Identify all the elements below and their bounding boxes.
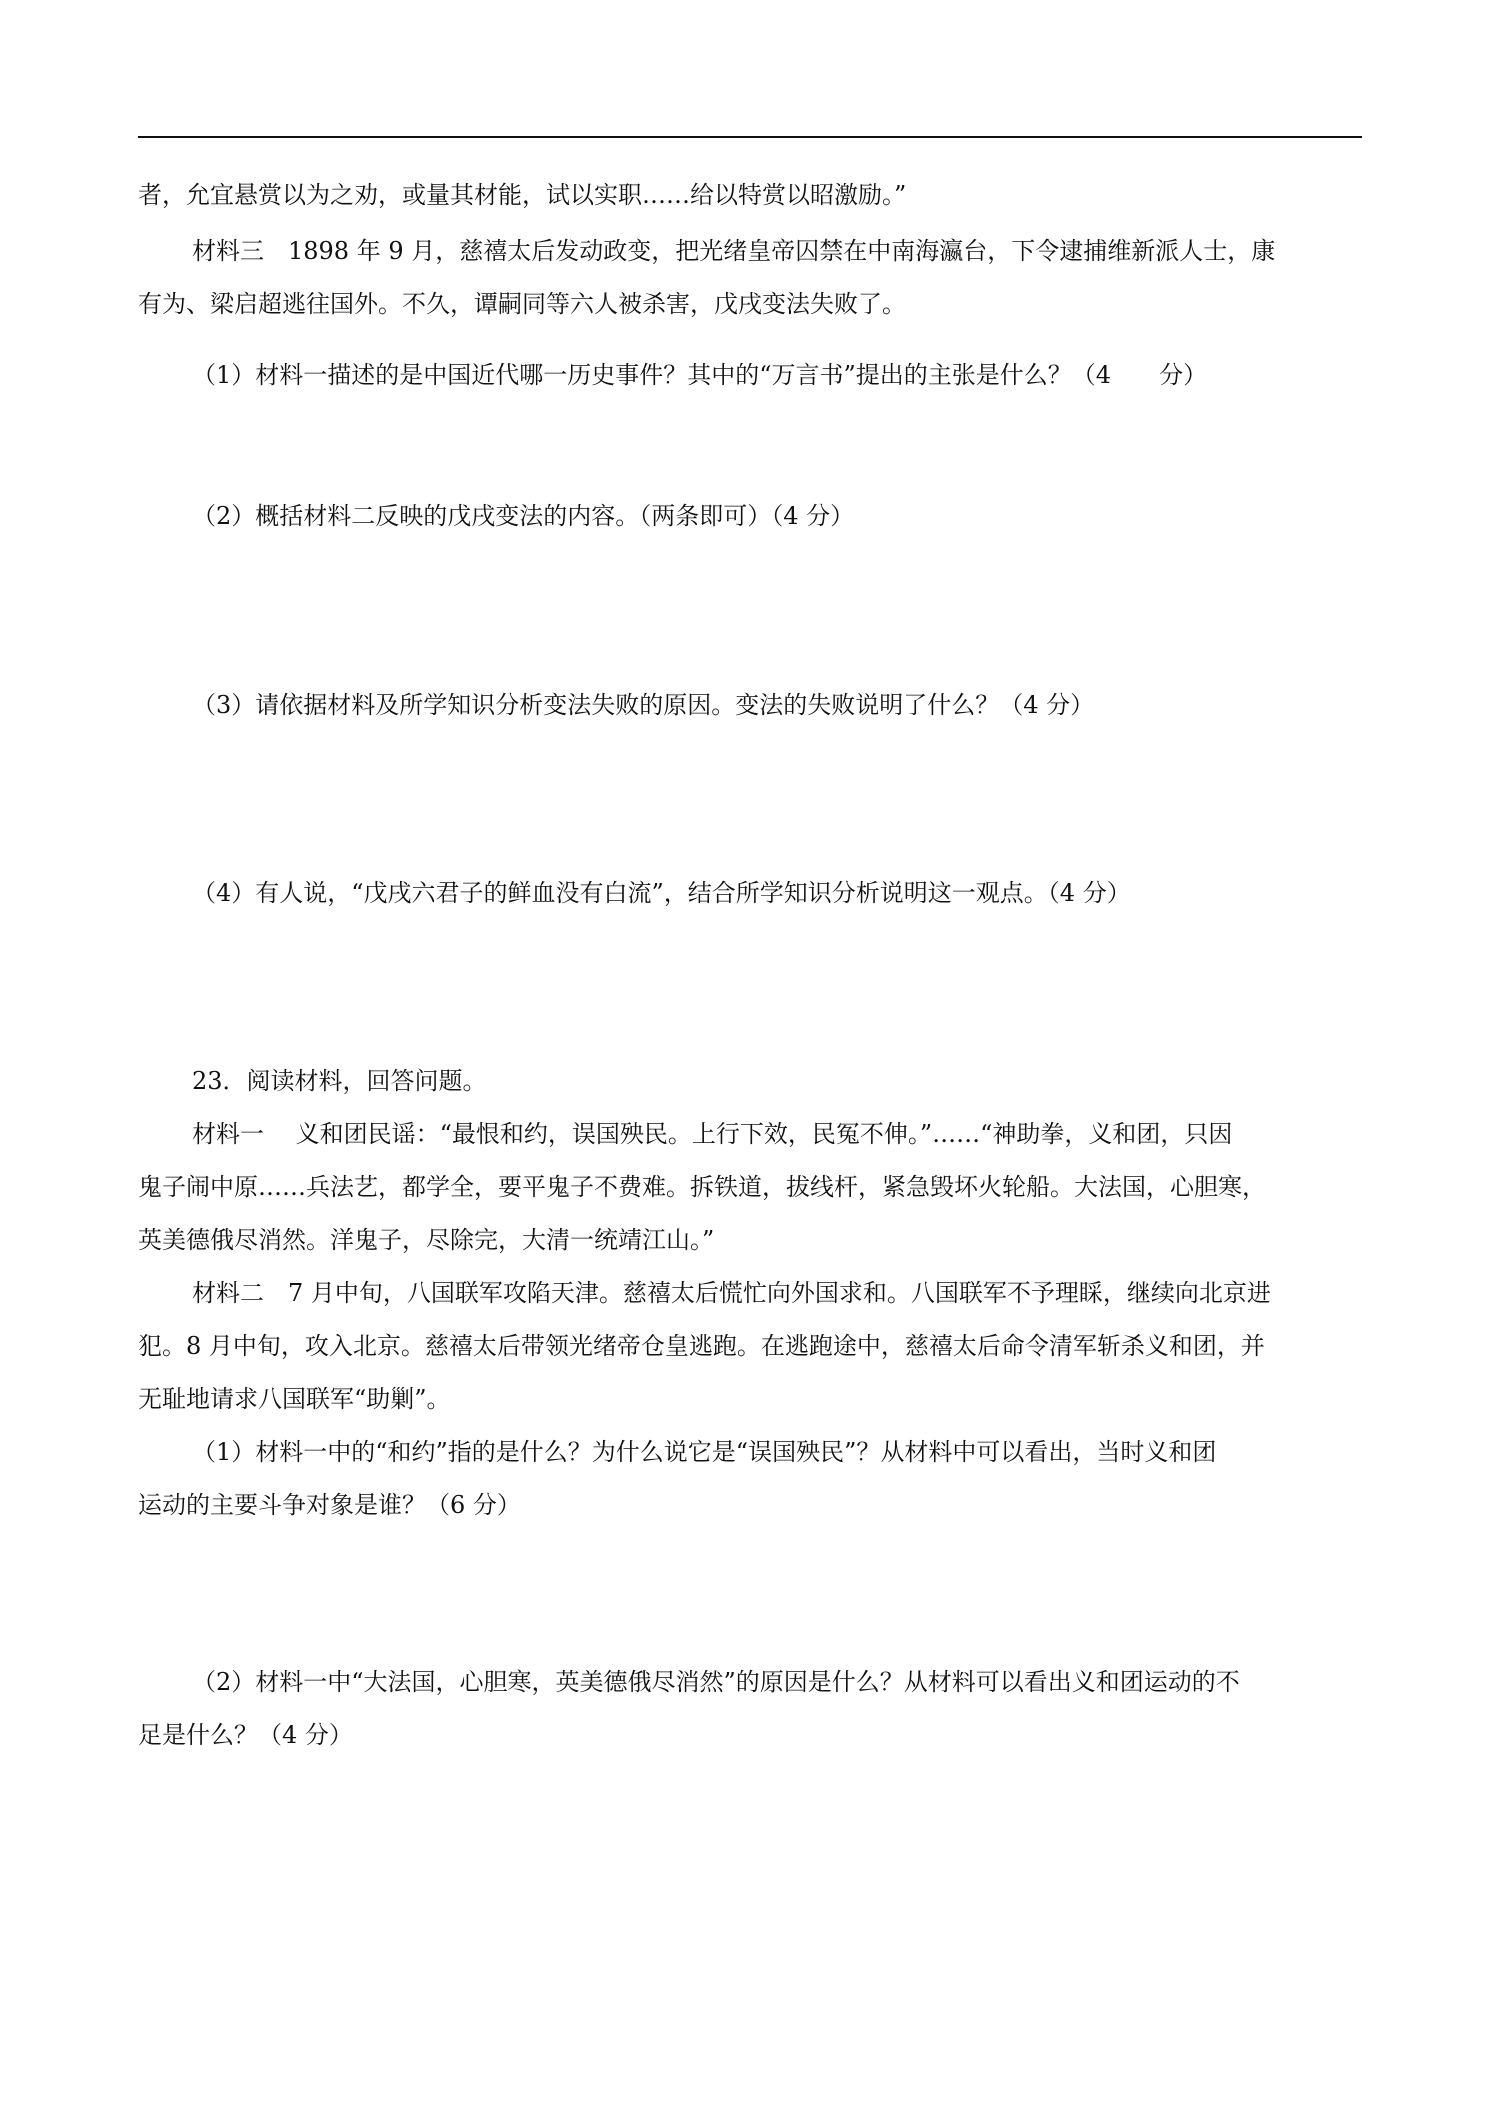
q22-sub-question-1: （1）材料一描述的是中国近代哪一历史事件？其中的“万言书”提出的主张是什么？（4 分） xyxy=(192,361,1208,389)
q23-material-2-line-2: 犯。8 月中旬，攻入北京。慈禧太后带领光绪帝仓皇逃跑。在逃跑途中，慈禧太后命令清军斩杀义和团，并 xyxy=(138,1332,1265,1360)
q23-sub-question-1-line-2: 运动的主要斗争对象是谁？（6 分） xyxy=(138,1491,521,1519)
q22-sub-question-3: （3）请依据材料及所学知识分析变法失败的原因。变法的失败说明了什么？（4 分） xyxy=(192,691,1095,719)
material-2-continuation: 者，允宜悬赏以为之劝，或量其材能，试以实职……给以特赏以昭激励。” xyxy=(138,181,907,209)
q23-material-2-line-3: 无耻地请求八国联军“助剿”。 xyxy=(138,1385,451,1413)
q23-material-1-line-2: 鬼子闹中原……兵法艺，都学全，要平鬼子不费难。拆铁道，拔线杆，紧急毁坏火轮船。大法国，心胆寒， xyxy=(138,1173,1266,1201)
q23-heading: 23．阅读材料，回答问题。 xyxy=(192,1067,487,1095)
q22-sub-question-4: （4）有人说，“戊戌六君子的鲜血没有白流”，结合所学知识分析说明这一观点。（4 分） xyxy=(192,879,1131,907)
material-3-line-1: 材料三 1898 年 9 月，慈禧太后发动政变，把光绪皇帝囚禁在中南海瀛台，下令逮捕维新派人士，康 xyxy=(192,237,1276,265)
material-3-line-2: 有为、梁启超逃往国外。不久，谭嗣同等六人被杀害，戊戌变法失败了。 xyxy=(138,290,906,318)
q23-material-1-line-3: 英美德俄尽消然。洋鬼子，尽除完，大清一统靖江山。” xyxy=(138,1226,715,1254)
q23-material-2-line-1: 材料二 7 月中旬，八国联军攻陷天津。慈禧太后慌忙向外国求和。八国联军不予理睬，继续向北京进 xyxy=(192,1279,1271,1307)
q22-sub-question-2: （2）概括材料二反映的戊戌变法的内容。（两条即可）（4 分） xyxy=(192,502,855,530)
q23-material-1-line-1: 材料一 义和团民谣：“最恨和约，误国殃民。上行下效，民冤不伸。”……“神助拳，义和团，只因 xyxy=(192,1120,1233,1148)
q23-sub-question-2-line-1: （2）材料一中“大法国，心胆寒，英美德俄尽消然”的原因是什么？从材料可以看出义和团运动的不 xyxy=(192,1668,1240,1696)
q23-sub-question-2-line-2: 足是什么？（4 分） xyxy=(138,1721,353,1749)
q23-sub-question-1-line-1: （1）材料一中的“和约”指的是什么？为什么说它是“误国殃民”？从材料中可以看出，当时义和团 xyxy=(192,1438,1217,1466)
header-rule xyxy=(138,136,1362,138)
